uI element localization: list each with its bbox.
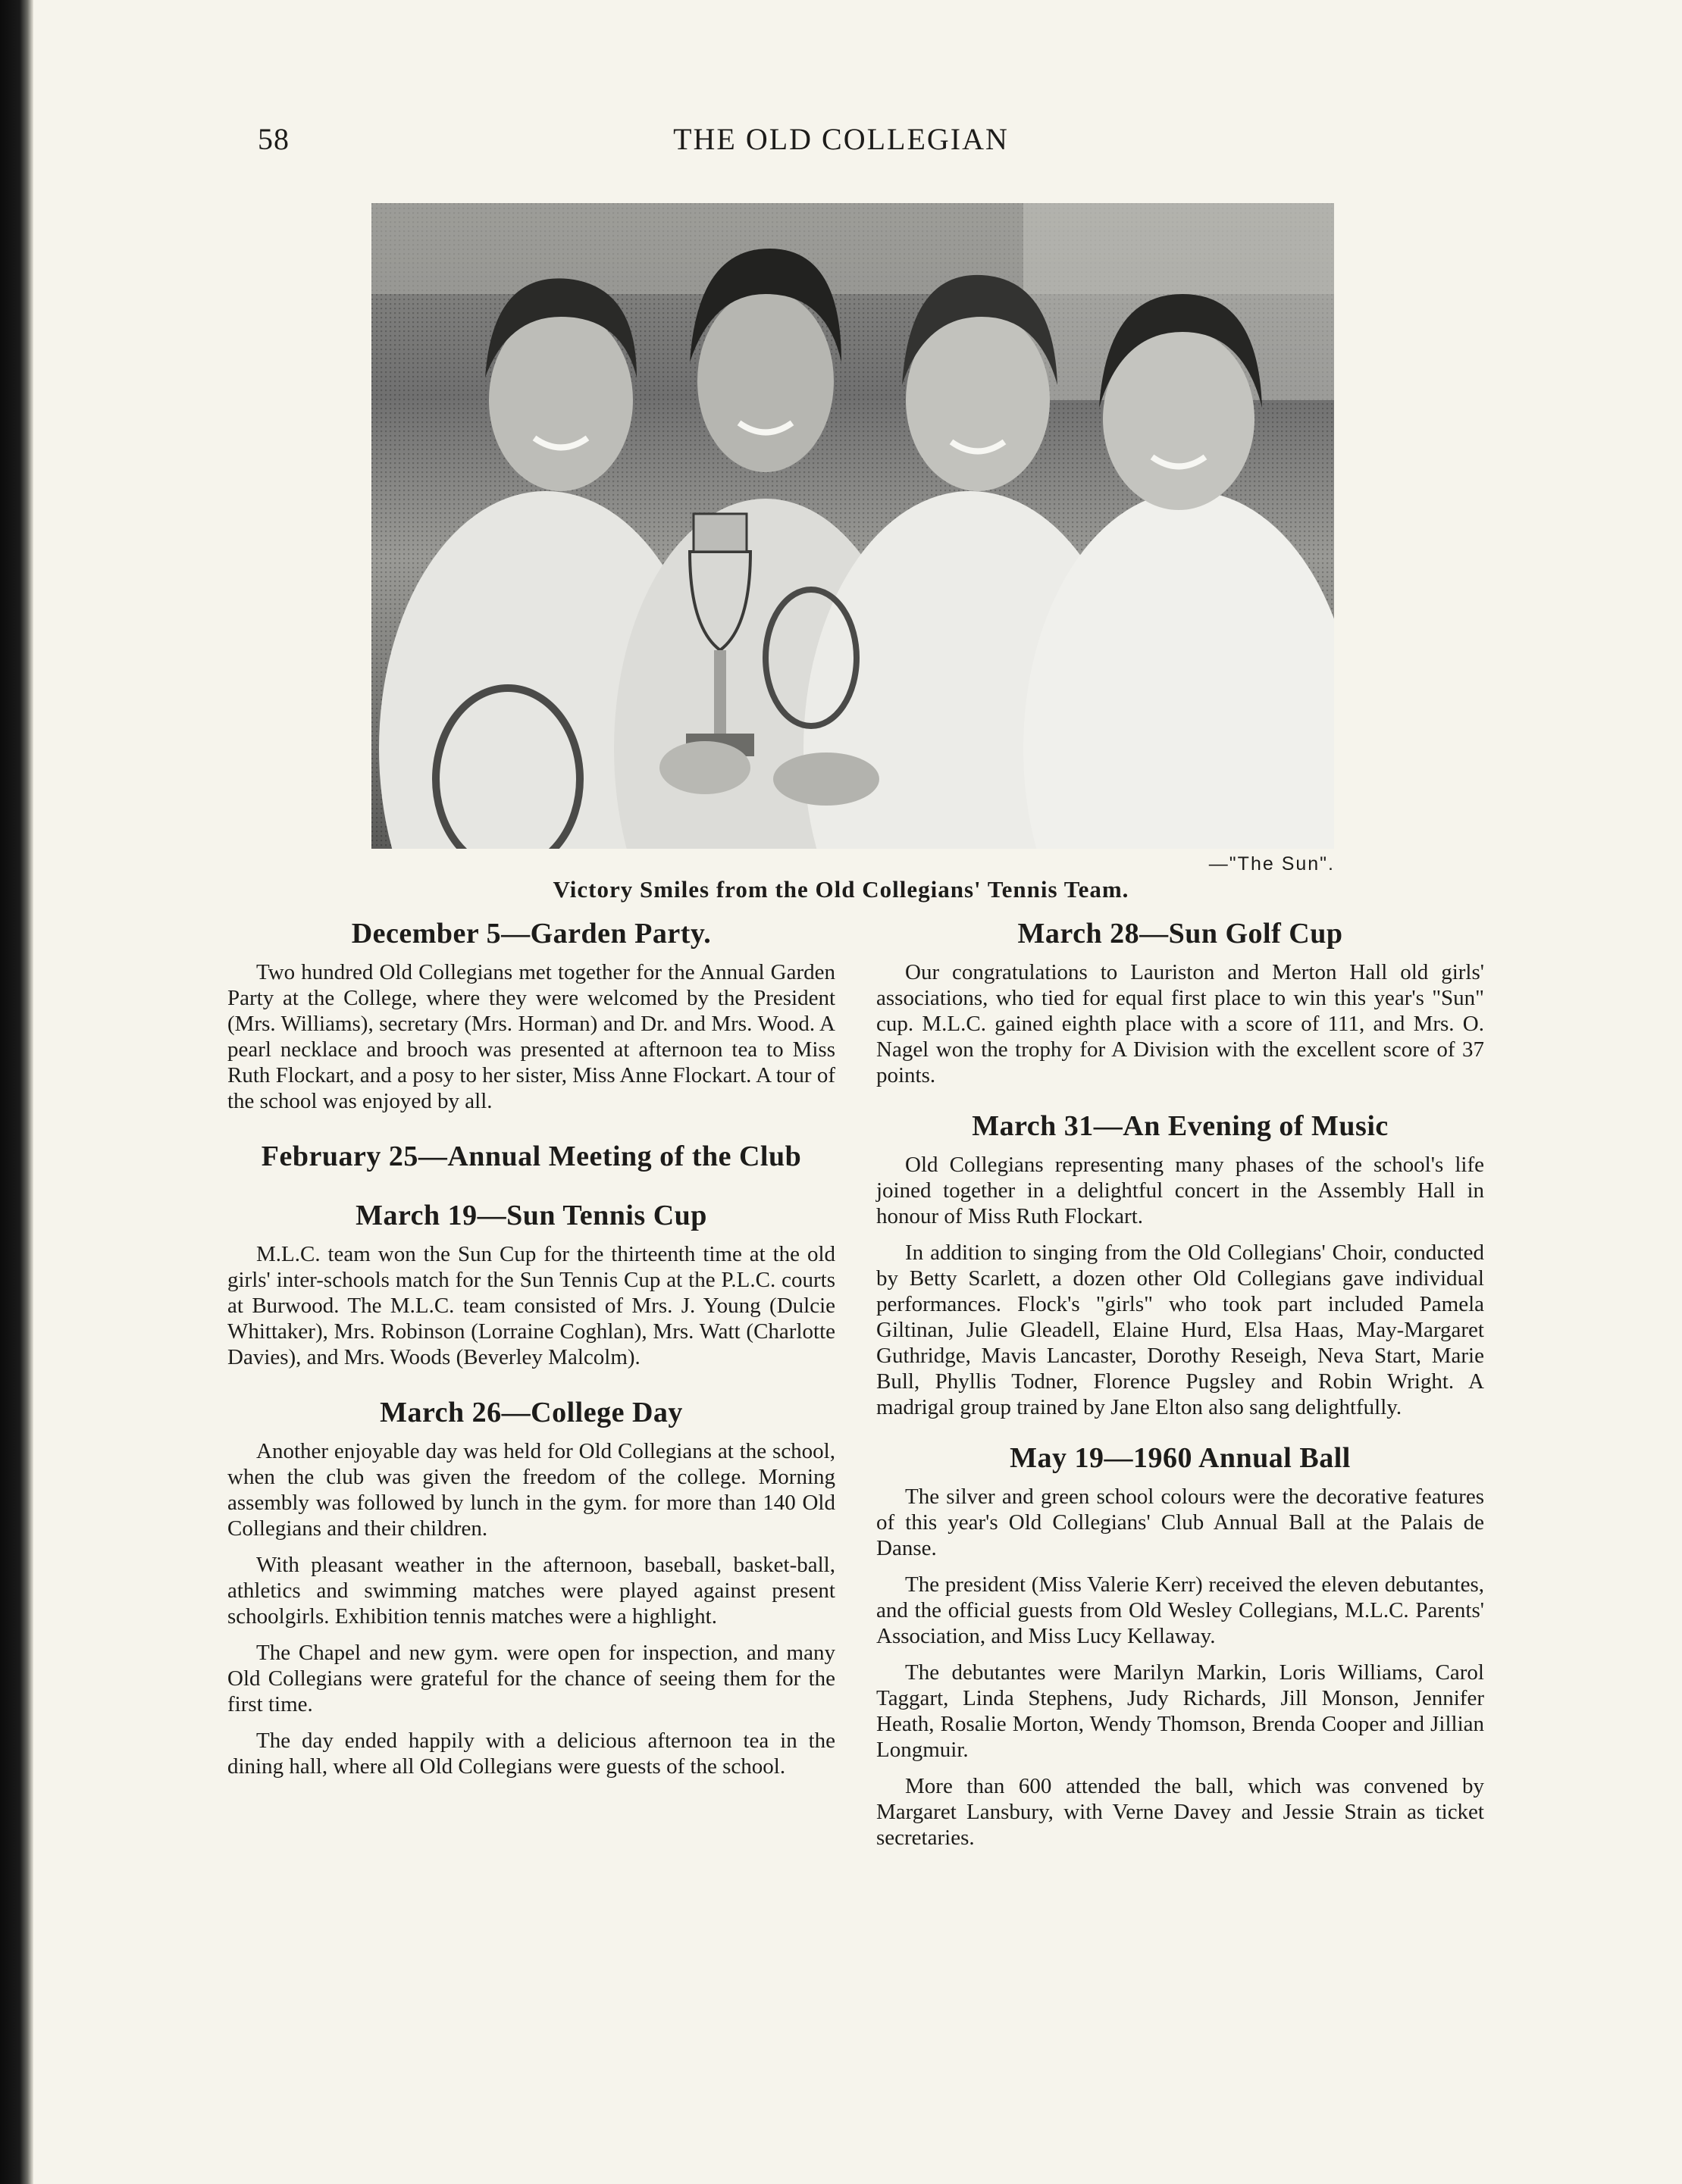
right-column bbox=[876, 917, 1484, 1872]
article-paragraph: Two hundred Old Collegians met together for the Annual Garden Party at the College, where they were welcomed by the President (Mrs. Williams), secretary (Mrs. Horman) and Dr. and Mrs. Wood. A pearl necklace and brooch was presented at afternoon tea to Miss Ruth Flockart, and a posy to her sister, Miss Anne Flockart. A tour of the school was enjoyed by all. bbox=[227, 960, 835, 1113]
book-spine-shadow bbox=[0, 0, 33, 2184]
article-heading: March 26—College Day bbox=[380, 1397, 683, 1428]
article-sun-tennis-cup bbox=[227, 1199, 835, 1370]
article-heading: May 19—1960 Annual Ball bbox=[1010, 1442, 1351, 1474]
article-paragraph: The Chapel and new gym. were open for inspection, and many Old Collegians were grateful for the chance of seeing them for the first time. bbox=[227, 1641, 835, 1716]
photo-credit: —"The Sun". bbox=[1208, 853, 1335, 875]
article-paragraph: The day ended happily with a delicious afternoon tea in the dining hall, where all Old Collegians were guests of the school. bbox=[227, 1729, 835, 1779]
tennis-team-photo bbox=[371, 203, 1334, 849]
article-annual-meeting bbox=[227, 1140, 835, 1173]
article-paragraph: In addition to singing from the Old Collegians' Choir, conducted by Betty Scarlett, a dozen other Old Collegians gave individual performances. Flock's "girls" who took part included Pamela Giltinan, Julie Gleadell, Elaine Hurd, Elsa Haas, May-Margaret Guthridge, Mavis Lancaster, Dorothy Reseigh, Neva Start, Marie Bull, Phyllis Todner, Florence Pugsley and Robin Wright. A madrigal group trained by Jane Elton also sang delightfully. bbox=[876, 1241, 1484, 1419]
article-paragraph: Our congratulations to Lauriston and Merton Hall old girls' associations, who tied for equal first place to win this year's "Sun" cup. M.L.C. gained eighth place with a score of 111, and Mrs. O. Nagel won the trophy for A Division with the excellent score of 37 points. bbox=[876, 960, 1484, 1087]
article-paragraph: M.L.C. team won the Sun Cup for the thirteenth time at the old girls' inter-schools match for the Sun Tennis Cup at the P.L.C. courts at Burwood. The M.L.C. team consisted of Mrs. J. Young (Dulcie Whittaker), Mrs. Robinson (Lorraine Coghlan), Mrs. Watt (Charlotte Davies), and Mrs. Woods (Beverley Malcolm). bbox=[227, 1242, 835, 1369]
photo-caption: Victory Smiles from the Old Collegians' Tennis Team. bbox=[553, 876, 1129, 903]
photo-illustration bbox=[371, 203, 1334, 849]
article-garden-party bbox=[227, 917, 835, 1114]
page-number: 58 bbox=[258, 122, 290, 156]
article-heading: December 5—Garden Party. bbox=[351, 918, 712, 950]
article-paragraph: The president (Miss Valerie Kerr) received the eleven debutantes, and the official guests from Old Wesley Collegians, M.L.C. Parents' Association, and Miss Lucy Kellaway. bbox=[876, 1572, 1484, 1648]
article-paragraph: The silver and green school colours were the decorative features of this year's Old Collegians' Club Annual Ball at the Palais de Danse. bbox=[876, 1485, 1484, 1560]
running-title: THE OLD COLLEGIAN bbox=[673, 122, 1009, 156]
article-paragraph: With pleasant weather in the afternoon, baseball, basket-ball, athletics and swimming matches were played against present schoolgirls. Exhibition tennis matches were a highlight. bbox=[227, 1553, 835, 1629]
article-evening-of-music bbox=[876, 1109, 1484, 1420]
article-heading: March 31—An Evening of Music bbox=[972, 1110, 1389, 1142]
article-sun-golf-cup bbox=[876, 917, 1484, 1088]
article-paragraph: Another enjoyable day was held for Old Collegians at the school, when the club was given the freedom of the college. Morning assembly was followed by lunch in the gym. for more than 140 Old Collegians and their children. bbox=[227, 1439, 835, 1541]
article-paragraph: More than 600 attended the ball, which was convened by Margaret Lansbury, with Verne Davey and Jessie Strain as ticket secretaries. bbox=[876, 1774, 1484, 1850]
page-header bbox=[0, 121, 1682, 167]
article-heading: February 25—Annual Meeting of the Club bbox=[261, 1140, 802, 1172]
left-column bbox=[227, 917, 835, 1801]
article-college-day bbox=[227, 1396, 835, 1779]
article-paragraph: Old Collegians representing many phases of the school's life joined together in a delightful concert in the Assembly Hall in honour of Miss Ruth Flockart. bbox=[876, 1153, 1484, 1228]
article-heading: March 28—Sun Golf Cup bbox=[1017, 918, 1343, 950]
article-paragraph: The debutantes were Marilyn Markin, Loris Williams, Carol Taggart, Linda Stephens, Judy Richards, Jill Monson, Jennifer Heath, Rosalie Morton, Wendy Thomson, Brenda Cooper and Jillian Longmuir. bbox=[876, 1660, 1484, 1762]
article-annual-ball bbox=[876, 1441, 1484, 1851]
article-heading: March 19—Sun Tennis Cup bbox=[356, 1200, 707, 1231]
